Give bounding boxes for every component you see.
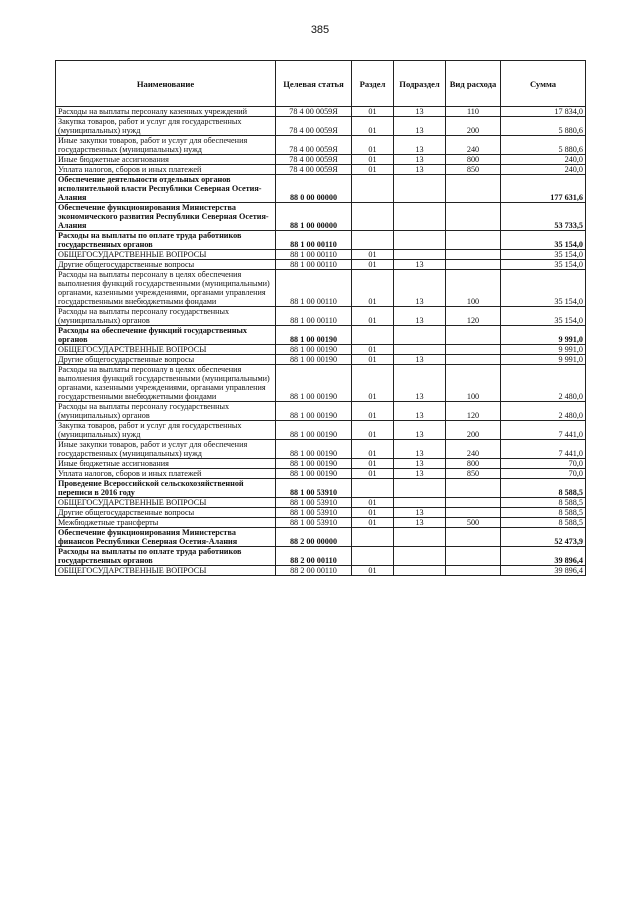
row-sum: 7 441,0 bbox=[501, 440, 586, 459]
row-target-article: 88 1 00 00190 bbox=[276, 440, 352, 459]
table-row bbox=[56, 528, 586, 547]
row-sum: 39 896,4 bbox=[501, 547, 586, 566]
header-sum: Сумма bbox=[501, 61, 586, 107]
row-sum: 35 154,0 bbox=[501, 231, 586, 250]
row-section: 01 bbox=[352, 421, 394, 440]
row-section: 01 bbox=[352, 345, 394, 355]
row-expense-type bbox=[446, 547, 501, 566]
row-target-article: 88 1 00 00190 bbox=[276, 355, 352, 365]
row-section: 01 bbox=[352, 136, 394, 155]
row-expense-type bbox=[446, 203, 501, 231]
row-subsection bbox=[394, 326, 446, 345]
row-name: Закупка товаров, работ и услуг для государственных (муниципальных) нужд bbox=[56, 421, 276, 440]
table-row bbox=[56, 203, 586, 231]
row-section: 01 bbox=[352, 566, 394, 576]
row-target-article: 78 4 00 0059Я bbox=[276, 155, 352, 165]
row-name: Расходы на выплаты по оплате труда работников государственных органов bbox=[56, 547, 276, 566]
row-name: Расходы на выплаты персоналу государственных (муниципальных) органов bbox=[56, 402, 276, 421]
row-sum: 2 480,0 bbox=[501, 365, 586, 402]
row-expense-type bbox=[446, 479, 501, 498]
page-number: 385 bbox=[310, 24, 330, 36]
row-name: Обеспечение функционирования Министерства экономического развития Республики Северная Осетия-Алания bbox=[56, 203, 276, 231]
row-name: Межбюджетные трансферты bbox=[56, 518, 276, 528]
header-subsection: Подраздел bbox=[394, 61, 446, 107]
row-subsection: 13 bbox=[394, 365, 446, 402]
row-expense-type bbox=[446, 508, 501, 518]
table-row bbox=[56, 459, 586, 469]
table-row bbox=[56, 175, 586, 203]
row-section bbox=[352, 203, 394, 231]
row-subsection bbox=[394, 203, 446, 231]
row-expense-type: 500 bbox=[446, 518, 501, 528]
row-name: Обеспечение деятельности отдельных органов исполнительной власти Республики Северная Осетия-Алания bbox=[56, 175, 276, 203]
row-subsection: 13 bbox=[394, 421, 446, 440]
row-sum: 52 473,9 bbox=[501, 528, 586, 547]
row-name: Расходы на выплаты персоналу государственных (муниципальных) органов bbox=[56, 307, 276, 326]
row-name: Уплата налогов, сборов и иных платежей bbox=[56, 165, 276, 175]
row-sum: 8 588,5 bbox=[501, 508, 586, 518]
row-subsection bbox=[394, 479, 446, 498]
table-row bbox=[56, 260, 586, 270]
row-expense-type bbox=[446, 231, 501, 250]
row-target-article: 88 1 00 00190 bbox=[276, 421, 352, 440]
row-subsection bbox=[394, 231, 446, 250]
row-section: 01 bbox=[352, 459, 394, 469]
table-row bbox=[56, 355, 586, 365]
row-expense-type bbox=[446, 250, 501, 260]
row-subsection bbox=[394, 528, 446, 547]
table-row bbox=[56, 117, 586, 136]
row-section bbox=[352, 528, 394, 547]
row-name: Расходы на выплаты по оплате труда работников государственных органов bbox=[56, 231, 276, 250]
row-target-article: 78 4 00 0059Я bbox=[276, 117, 352, 136]
row-name: Закупка товаров, работ и услуг для государственных (муниципальных) нужд bbox=[56, 117, 276, 136]
row-sum: 9 991,0 bbox=[501, 326, 586, 345]
row-sum: 5 880,6 bbox=[501, 117, 586, 136]
row-expense-type: 200 bbox=[446, 117, 501, 136]
row-expense-type: 200 bbox=[446, 421, 501, 440]
row-section: 01 bbox=[352, 165, 394, 175]
row-section: 01 bbox=[352, 355, 394, 365]
row-target-article: 88 2 00 00110 bbox=[276, 566, 352, 576]
row-sum: 9 991,0 bbox=[501, 345, 586, 355]
row-section: 01 bbox=[352, 250, 394, 260]
row-name: Обеспечение функционирования Министерства финансов Республики Северная Осетия-Алания bbox=[56, 528, 276, 547]
row-subsection: 13 bbox=[394, 136, 446, 155]
table-row bbox=[56, 469, 586, 479]
row-subsection: 13 bbox=[394, 469, 446, 479]
row-name: Иные бюджетные ассигнования bbox=[56, 155, 276, 165]
row-section bbox=[352, 175, 394, 203]
row-sum: 8 588,5 bbox=[501, 518, 586, 528]
row-sum: 35 154,0 bbox=[501, 270, 586, 307]
budget-table bbox=[55, 60, 586, 576]
row-section: 01 bbox=[352, 508, 394, 518]
row-subsection: 13 bbox=[394, 459, 446, 469]
row-subsection bbox=[394, 175, 446, 203]
row-target-article: 78 4 00 0059Я bbox=[276, 165, 352, 175]
row-expense-type bbox=[446, 355, 501, 365]
row-name: Расходы на выплаты персоналу в целях обеспечения выполнения функций государственными (муниципальными) органами, казенными учреждениями, органами управления государственными внебюджетными фондами bbox=[56, 365, 276, 402]
row-expense-type bbox=[446, 260, 501, 270]
row-target-article: 88 1 00 00190 bbox=[276, 365, 352, 402]
table-row bbox=[56, 421, 586, 440]
row-section: 01 bbox=[352, 270, 394, 307]
row-name: Уплата налогов, сборов и иных платежей bbox=[56, 469, 276, 479]
row-subsection: 13 bbox=[394, 155, 446, 165]
row-name: Другие общегосударственные вопросы bbox=[56, 508, 276, 518]
row-subsection: 13 bbox=[394, 355, 446, 365]
row-target-article: 88 1 00 00110 bbox=[276, 307, 352, 326]
row-target-article: 88 1 00 53910 bbox=[276, 479, 352, 498]
header-section: Раздел bbox=[352, 61, 394, 107]
row-sum: 2 480,0 bbox=[501, 402, 586, 421]
header-name: Наименование bbox=[56, 61, 276, 107]
row-sum: 240,0 bbox=[501, 165, 586, 175]
row-section bbox=[352, 547, 394, 566]
row-target-article: 88 1 00 53910 bbox=[276, 508, 352, 518]
row-target-article: 88 1 00 00190 bbox=[276, 326, 352, 345]
row-section: 01 bbox=[352, 107, 394, 117]
row-section: 01 bbox=[352, 365, 394, 402]
row-expense-type: 800 bbox=[446, 459, 501, 469]
row-target-article: 88 1 00 00000 bbox=[276, 203, 352, 231]
row-target-article: 88 1 00 53910 bbox=[276, 518, 352, 528]
row-name: ОБЩЕГОСУДАРСТВЕННЫЕ ВОПРОСЫ bbox=[56, 498, 276, 508]
row-sum: 53 733,5 bbox=[501, 203, 586, 231]
row-section: 01 bbox=[352, 307, 394, 326]
row-target-article: 88 0 00 00000 bbox=[276, 175, 352, 203]
row-sum: 177 631,6 bbox=[501, 175, 586, 203]
table-row bbox=[56, 326, 586, 345]
row-section: 01 bbox=[352, 498, 394, 508]
table-row bbox=[56, 155, 586, 165]
row-expense-type bbox=[446, 528, 501, 547]
row-sum: 8 588,5 bbox=[501, 498, 586, 508]
row-section: 01 bbox=[352, 402, 394, 421]
row-sum: 9 991,0 bbox=[501, 355, 586, 365]
row-target-article: 88 2 00 00110 bbox=[276, 547, 352, 566]
row-target-article: 88 1 00 00110 bbox=[276, 270, 352, 307]
row-expense-type: 850 bbox=[446, 165, 501, 175]
table-row bbox=[56, 440, 586, 459]
table-row bbox=[56, 345, 586, 355]
table-row bbox=[56, 518, 586, 528]
row-expense-type: 120 bbox=[446, 307, 501, 326]
row-sum: 7 441,0 bbox=[501, 421, 586, 440]
row-name: Иные бюджетные ассигнования bbox=[56, 459, 276, 469]
row-name: Другие общегосударственные вопросы bbox=[56, 260, 276, 270]
row-subsection: 13 bbox=[394, 165, 446, 175]
row-expense-type bbox=[446, 498, 501, 508]
header-expense-type: Вид расхода bbox=[446, 61, 501, 107]
table-row bbox=[56, 107, 586, 117]
header-target-article: Целевая статья bbox=[276, 61, 352, 107]
row-section: 01 bbox=[352, 440, 394, 459]
row-name: Иные закупки товаров, работ и услуг для обеспечения государственных (муниципальных) нужд bbox=[56, 440, 276, 459]
row-subsection bbox=[394, 250, 446, 260]
row-target-article: 88 1 00 00190 bbox=[276, 402, 352, 421]
table-row bbox=[56, 547, 586, 566]
row-sum: 5 880,6 bbox=[501, 136, 586, 155]
row-expense-type: 800 bbox=[446, 155, 501, 165]
row-name: Иные закупки товаров, работ и услуг для обеспечения государственных (муниципальных) нужд bbox=[56, 136, 276, 155]
row-section: 01 bbox=[352, 260, 394, 270]
row-expense-type bbox=[446, 175, 501, 203]
row-target-article: 78 4 00 0059Я bbox=[276, 107, 352, 117]
row-subsection: 13 bbox=[394, 270, 446, 307]
table-row bbox=[56, 270, 586, 307]
row-sum: 70,0 bbox=[501, 469, 586, 479]
table-row bbox=[56, 250, 586, 260]
table-row bbox=[56, 508, 586, 518]
row-name: Расходы на выплаты персоналу казенных учреждений bbox=[56, 107, 276, 117]
row-expense-type: 120 bbox=[446, 402, 501, 421]
row-subsection: 13 bbox=[394, 402, 446, 421]
row-expense-type: 240 bbox=[446, 136, 501, 155]
row-section: 01 bbox=[352, 518, 394, 528]
row-sum: 8 588,5 bbox=[501, 479, 586, 498]
row-expense-type bbox=[446, 566, 501, 576]
table-row bbox=[56, 231, 586, 250]
table-row bbox=[56, 479, 586, 498]
row-expense-type: 850 bbox=[446, 469, 501, 479]
row-expense-type: 110 bbox=[446, 107, 501, 117]
row-target-article: 88 2 00 00000 bbox=[276, 528, 352, 547]
row-section bbox=[352, 231, 394, 250]
row-section: 01 bbox=[352, 155, 394, 165]
table-row bbox=[56, 307, 586, 326]
table-row bbox=[56, 165, 586, 175]
row-expense-type bbox=[446, 345, 501, 355]
table-header-row bbox=[56, 61, 586, 107]
table-row bbox=[56, 566, 586, 576]
row-subsection: 13 bbox=[394, 508, 446, 518]
row-target-article: 88 1 00 00190 bbox=[276, 459, 352, 469]
row-target-article: 88 1 00 00110 bbox=[276, 250, 352, 260]
row-subsection: 13 bbox=[394, 307, 446, 326]
row-target-article: 88 1 00 00190 bbox=[276, 469, 352, 479]
row-section bbox=[352, 326, 394, 345]
row-name: Расходы на обеспечение функций государственных органов bbox=[56, 326, 276, 345]
row-sum: 17 834,0 bbox=[501, 107, 586, 117]
table-body bbox=[56, 107, 586, 576]
row-target-article: 88 1 00 00110 bbox=[276, 231, 352, 250]
row-section: 01 bbox=[352, 117, 394, 136]
row-expense-type: 240 bbox=[446, 440, 501, 459]
row-subsection bbox=[394, 345, 446, 355]
row-subsection bbox=[394, 547, 446, 566]
row-sum: 240,0 bbox=[501, 155, 586, 165]
row-subsection: 13 bbox=[394, 117, 446, 136]
table-row bbox=[56, 402, 586, 421]
row-name: ОБЩЕГОСУДАРСТВЕННЫЕ ВОПРОСЫ bbox=[56, 566, 276, 576]
row-target-article: 88 1 00 00110 bbox=[276, 260, 352, 270]
row-sum: 35 154,0 bbox=[501, 250, 586, 260]
row-sum: 35 154,0 bbox=[501, 307, 586, 326]
row-name: ОБЩЕГОСУДАРСТВЕННЫЕ ВОПРОСЫ bbox=[56, 250, 276, 260]
row-sum: 70,0 bbox=[501, 459, 586, 469]
row-expense-type: 100 bbox=[446, 270, 501, 307]
row-expense-type bbox=[446, 326, 501, 345]
row-target-article: 88 1 00 00190 bbox=[276, 345, 352, 355]
row-target-article: 78 4 00 0059Я bbox=[276, 136, 352, 155]
table-row bbox=[56, 498, 586, 508]
row-subsection: 13 bbox=[394, 518, 446, 528]
row-subsection: 13 bbox=[394, 260, 446, 270]
row-name: Другие общегосударственные вопросы bbox=[56, 355, 276, 365]
row-sum: 35 154,0 bbox=[501, 260, 586, 270]
row-subsection: 13 bbox=[394, 107, 446, 117]
row-section: 01 bbox=[352, 469, 394, 479]
row-subsection bbox=[394, 566, 446, 576]
row-sum: 39 896,4 bbox=[501, 566, 586, 576]
row-name: Проведение Всероссийской сельскохозяйственной переписи в 2016 году bbox=[56, 479, 276, 498]
row-target-article: 88 1 00 53910 bbox=[276, 498, 352, 508]
table-row bbox=[56, 136, 586, 155]
row-section bbox=[352, 479, 394, 498]
row-name: Расходы на выплаты персоналу в целях обеспечения выполнения функций государственными (муниципальными) органами, казенными учреждениями, органами управления государственными внебюджетными фондами bbox=[56, 270, 276, 307]
row-expense-type: 100 bbox=[446, 365, 501, 402]
row-name: ОБЩЕГОСУДАРСТВЕННЫЕ ВОПРОСЫ bbox=[56, 345, 276, 355]
row-subsection: 13 bbox=[394, 440, 446, 459]
table-row bbox=[56, 365, 586, 402]
row-subsection bbox=[394, 498, 446, 508]
